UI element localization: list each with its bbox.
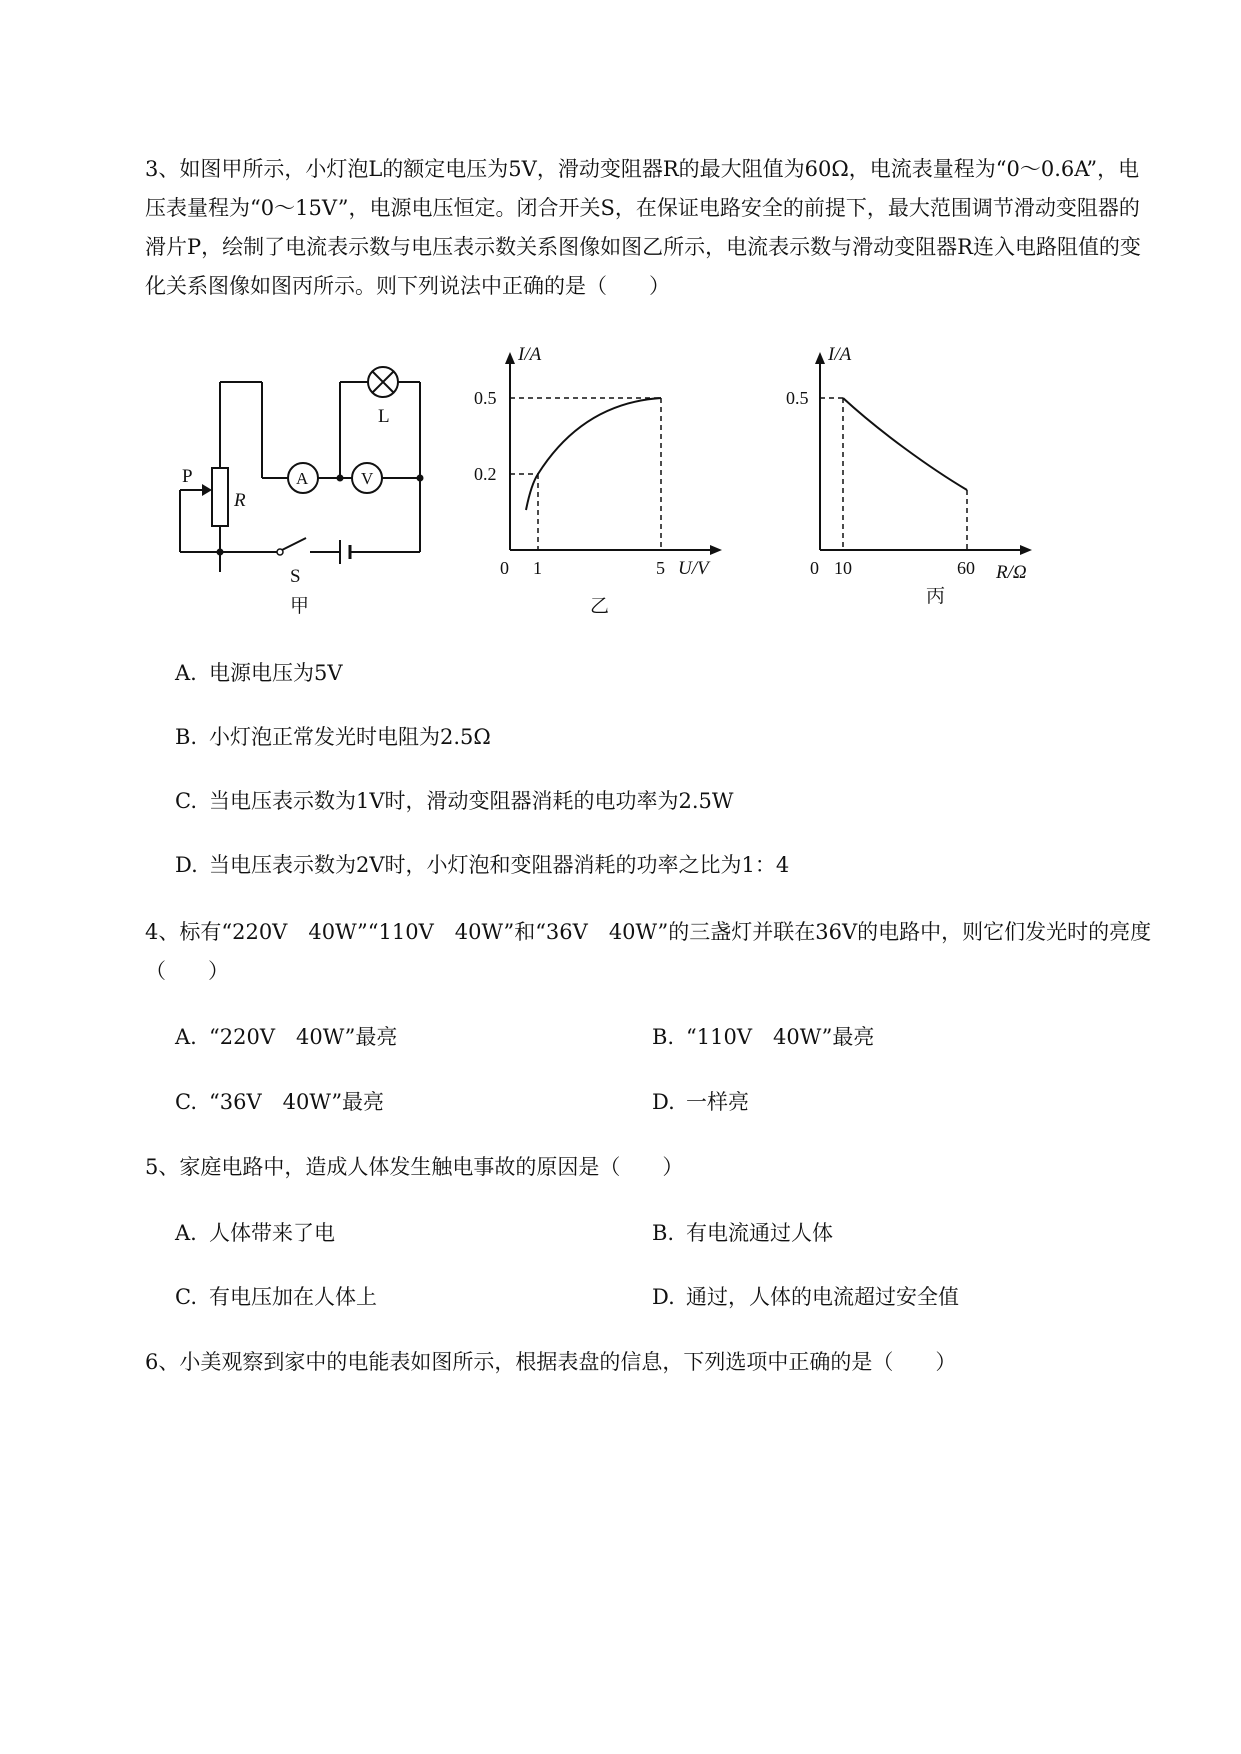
option-label: A. <box>175 661 197 685</box>
option-label: D. <box>652 1285 675 1309</box>
x-tick-1: 1 <box>533 558 542 578</box>
q4-stem: 4、标有“220V 40W”“110V 40W”和“36V 40W”的三盏灯并联在36V的电路中，则它们发光时的亮度（ ） <box>145 920 1152 983</box>
option-text: 电源电压为5V <box>209 661 343 685</box>
y-tick-0.5: 0.5 <box>786 388 809 408</box>
x-axis-label: U/V <box>678 558 709 579</box>
battery-symbol <box>340 540 360 564</box>
slider-arrow <box>202 484 212 496</box>
x-tick-60: 60 <box>957 558 975 578</box>
option-label: B. <box>175 725 198 749</box>
junction-dot <box>417 475 424 482</box>
option-label: D. <box>175 853 198 877</box>
option-label: A. <box>175 1221 197 1245</box>
y-tick-0.2: 0.2 <box>474 464 497 484</box>
resistor-symbol <box>212 468 228 526</box>
option-text: “110V 40W”最亮 <box>686 1025 875 1049</box>
option-label: B. <box>652 1221 675 1245</box>
ir-curve <box>843 398 967 490</box>
x-tick-5: 5 <box>656 558 665 578</box>
y-axis-arrow <box>505 352 515 364</box>
q3-stem: 3、如图甲所示，小灯泡L的额定电压为5V，滑动变阻器R的最大阻值为60Ω，电流表量程为“0～0.6A”，电压表量程为“0～15V”，电源电压恒定。闭合开关S，在保证电路安全的前提下，最大范围调节滑动变阻器的滑片P，绘制了电流表示数与电压表示数关系图像如图乙所示，电流表示数与滑动变阻器R连入电路阻值的变化关系图像如图丙所示。则下列说法中正确的是（ ） <box>145 157 1141 298</box>
option-text: “36V 40W”最亮 <box>209 1090 385 1114</box>
q6-stem: 6、小美观察到家中的电能表如图所示，根据表盘的信息，下列选项中正确的是（ ） <box>145 1350 957 1374</box>
q4-option-b[interactable] <box>652 1022 874 1052</box>
resistor-label: R <box>234 490 246 511</box>
switch-symbol <box>277 538 306 555</box>
q5-option-b[interactable] <box>652 1218 833 1248</box>
q5-option-c[interactable] <box>175 1282 377 1312</box>
x-axis-label: R/Ω <box>996 562 1027 583</box>
graph-bing <box>780 340 1070 620</box>
figure-caption-jia: 甲 <box>290 596 310 617</box>
y-axis-label: I/A <box>828 344 852 365</box>
q5-option-a[interactable] <box>175 1218 335 1248</box>
x-axis-arrow <box>1020 545 1032 555</box>
y-axis-arrow <box>815 352 825 364</box>
voltmeter-label: V <box>361 469 374 488</box>
circuit-diagram <box>160 360 440 620</box>
y-tick-0.5: 0.5 <box>474 388 497 408</box>
option-label: C. <box>175 1090 197 1114</box>
origin-label: 0 <box>500 558 509 578</box>
option-label: D. <box>652 1090 675 1114</box>
graph-yi <box>470 340 740 620</box>
option-text: 人体带来了电 <box>209 1221 335 1245</box>
slider-label: P <box>182 466 193 487</box>
option-label: B. <box>652 1025 675 1049</box>
junction-dot <box>337 475 344 482</box>
ammeter-label: A <box>296 469 309 488</box>
switch-label: S <box>290 566 301 587</box>
option-label: A. <box>175 1025 197 1049</box>
origin-label: 0 <box>810 558 819 578</box>
option-text: 有电流通过人体 <box>686 1221 833 1245</box>
q3-option-a[interactable] <box>175 658 343 688</box>
q4-option-c[interactable] <box>175 1087 384 1117</box>
q4-option-d[interactable] <box>652 1087 749 1117</box>
q5-option-d[interactable] <box>652 1282 959 1312</box>
q3-option-b[interactable] <box>175 722 491 752</box>
q5-stem: 5、家庭电路中，造成人体发生触电事故的原因是（ ） <box>145 1155 684 1179</box>
figure-caption-yi: 乙 <box>590 596 610 617</box>
option-text: 小灯泡正常发光时电阻为2.5Ω <box>209 725 491 749</box>
option-label: C. <box>175 789 197 813</box>
iu-curve <box>526 398 661 510</box>
lamp-label: L <box>378 406 390 427</box>
option-label: C. <box>175 1285 197 1309</box>
option-text: 有电压加在人体上 <box>209 1285 377 1309</box>
option-text: 当电压表示数为2V时，小灯泡和变阻器消耗的功率之比为1：4 <box>209 853 790 877</box>
option-text: 通过，人体的电流超过安全值 <box>686 1285 959 1309</box>
junction-dot <box>217 549 224 556</box>
y-axis-label: I/A <box>518 344 542 365</box>
x-axis-arrow <box>710 545 722 555</box>
x-tick-10: 10 <box>834 558 852 578</box>
q3-option-d[interactable] <box>175 850 789 880</box>
q4-option-a[interactable] <box>175 1022 397 1052</box>
q3-option-c[interactable] <box>175 786 734 816</box>
figure-caption-bing: 丙 <box>926 586 946 607</box>
lamp-symbol <box>368 367 398 397</box>
option-text: 当电压表示数为1V时，滑动变阻器消耗的电功率为2.5W <box>209 789 734 813</box>
option-text: “220V 40W”最亮 <box>209 1025 398 1049</box>
option-text: 一样亮 <box>686 1090 749 1114</box>
